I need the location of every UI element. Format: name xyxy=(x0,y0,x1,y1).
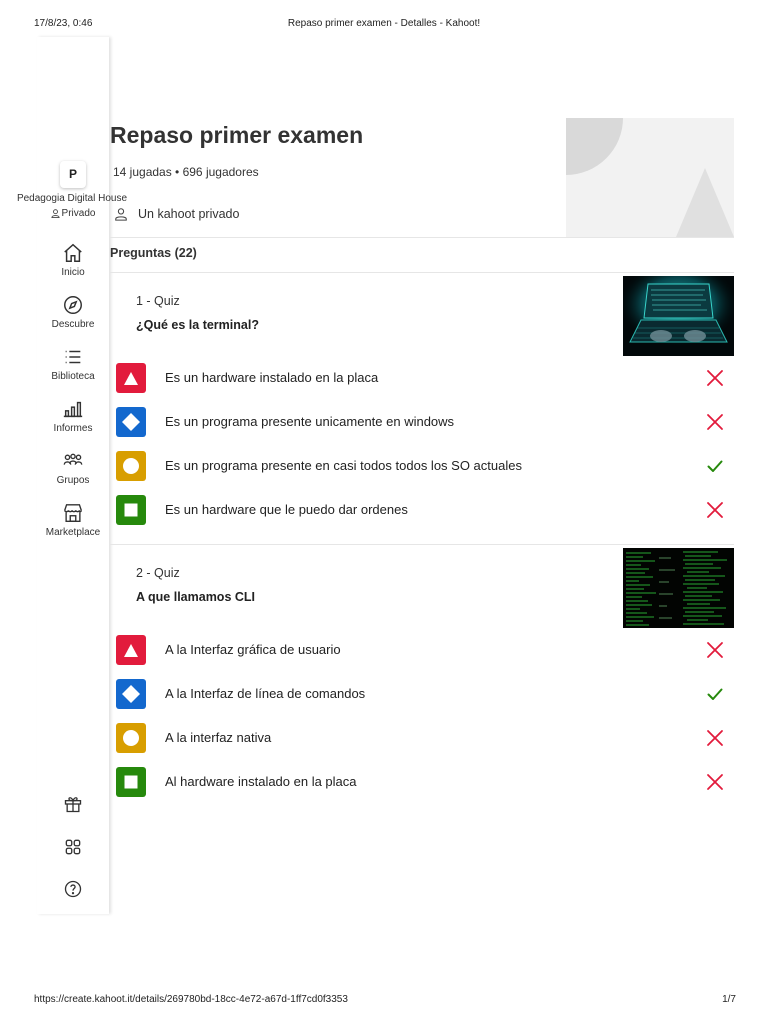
nav-label-grupos: Grupos xyxy=(56,475,90,486)
kahoot-visibility xyxy=(114,207,239,221)
print-page-number: 1/7 xyxy=(722,994,736,1005)
nav-informes[interactable] xyxy=(27,398,119,434)
answer-text: Es un hardware instalado en la placa xyxy=(165,370,379,385)
questions-divider xyxy=(110,272,734,273)
profile-avatar[interactable]: P xyxy=(60,161,86,188)
question-image-laptop xyxy=(623,276,734,356)
nav-inicio[interactable] xyxy=(27,242,119,278)
sidebar xyxy=(16,37,128,914)
privacy-label: Privado xyxy=(61,208,96,219)
bar-chart-icon xyxy=(62,398,84,420)
nav-descubre[interactable] xyxy=(27,294,119,330)
answer-row xyxy=(116,679,734,709)
profile-privacy xyxy=(37,208,109,219)
square-shape-icon xyxy=(116,495,146,525)
answer-text: Es un programa presente unicamente en windows xyxy=(165,414,455,429)
answer-text: Es un hardware que le puedo dar ordenes xyxy=(165,502,408,517)
question-label: 1 - Quiz xyxy=(136,294,180,308)
visibility-label: Un kahoot privado xyxy=(138,207,240,221)
diamond-shape-icon xyxy=(116,407,146,437)
nav-label-descubre: Descubre xyxy=(51,319,95,330)
question-divider xyxy=(110,544,734,545)
nav-label-biblioteca: Biblioteca xyxy=(51,371,95,382)
nav-grupos[interactable] xyxy=(27,450,119,486)
nav-label-marketplace: Marketplace xyxy=(45,527,101,538)
circle-shape-icon xyxy=(116,723,146,753)
user-icon xyxy=(51,209,60,218)
nav-label-inicio: Inicio xyxy=(61,267,85,278)
square-shape-icon xyxy=(116,767,146,797)
triangle-shape-icon xyxy=(116,635,146,665)
circle-shape-icon xyxy=(116,451,146,481)
group-icon xyxy=(62,450,84,472)
question-text: A que llamamos CLI xyxy=(136,590,256,604)
questions-heading[interactable]: Preguntas (22) xyxy=(110,246,197,260)
list-icon xyxy=(62,346,84,368)
answer-row xyxy=(116,407,734,437)
gift-icon[interactable] xyxy=(63,794,83,814)
answer-text: A la Interfaz de línea de comandos xyxy=(165,686,366,701)
store-icon xyxy=(62,502,84,524)
nav-biblioteca[interactable] xyxy=(27,346,119,382)
answer-text: A la Interfaz gráfica de usuario xyxy=(165,642,341,657)
help-icon[interactable] xyxy=(63,879,83,899)
kahoot-stats: 14 jugadas • 696 jugadores xyxy=(113,165,259,179)
answer-text: Es un programa presente en casi todos todos los SO actuales xyxy=(165,458,522,473)
correct-check-icon xyxy=(706,457,724,475)
apps-grid-icon[interactable] xyxy=(63,837,83,857)
incorrect-cross-icon xyxy=(706,501,724,519)
answer-row xyxy=(116,635,734,665)
nav-label-informes: Informes xyxy=(53,423,93,434)
hero-decoration xyxy=(566,118,734,237)
question-text: ¿Qué es la terminal? xyxy=(136,318,259,332)
header-divider xyxy=(110,237,734,238)
incorrect-cross-icon xyxy=(706,413,724,431)
home-icon xyxy=(62,242,84,264)
answer-row xyxy=(116,451,734,481)
print-url: https://create.kahoot.it/details/269780bd-18cc-4e72-a67d-1ff7cd0f3353 xyxy=(34,994,348,1005)
answer-row xyxy=(116,723,734,753)
compass-icon xyxy=(62,294,84,316)
question-image-terminal xyxy=(623,548,734,628)
answer-text: Al hardware instalado en la placa xyxy=(165,774,357,789)
print-date: 17/8/23, 0:46 xyxy=(34,18,93,29)
correct-check-icon xyxy=(706,685,724,703)
answer-row xyxy=(116,495,734,525)
question-label: 2 - Quiz xyxy=(136,566,180,580)
incorrect-cross-icon xyxy=(706,369,724,387)
incorrect-cross-icon xyxy=(706,641,724,659)
nav-marketplace[interactable] xyxy=(27,502,119,538)
kahoot-title: Repaso primer examen xyxy=(110,122,364,148)
incorrect-cross-icon xyxy=(706,773,724,791)
profile-name[interactable]: Pedagogia Digital House xyxy=(16,193,128,204)
answer-row xyxy=(116,363,734,393)
diamond-shape-icon xyxy=(116,679,146,709)
triangle-shape-icon xyxy=(116,363,146,393)
user-icon xyxy=(114,207,128,221)
answer-row xyxy=(116,767,734,797)
print-title: Repaso primer examen - Detalles - Kahoot! xyxy=(287,18,481,29)
answer-text: A la interfaz nativa xyxy=(165,730,272,745)
incorrect-cross-icon xyxy=(706,729,724,747)
